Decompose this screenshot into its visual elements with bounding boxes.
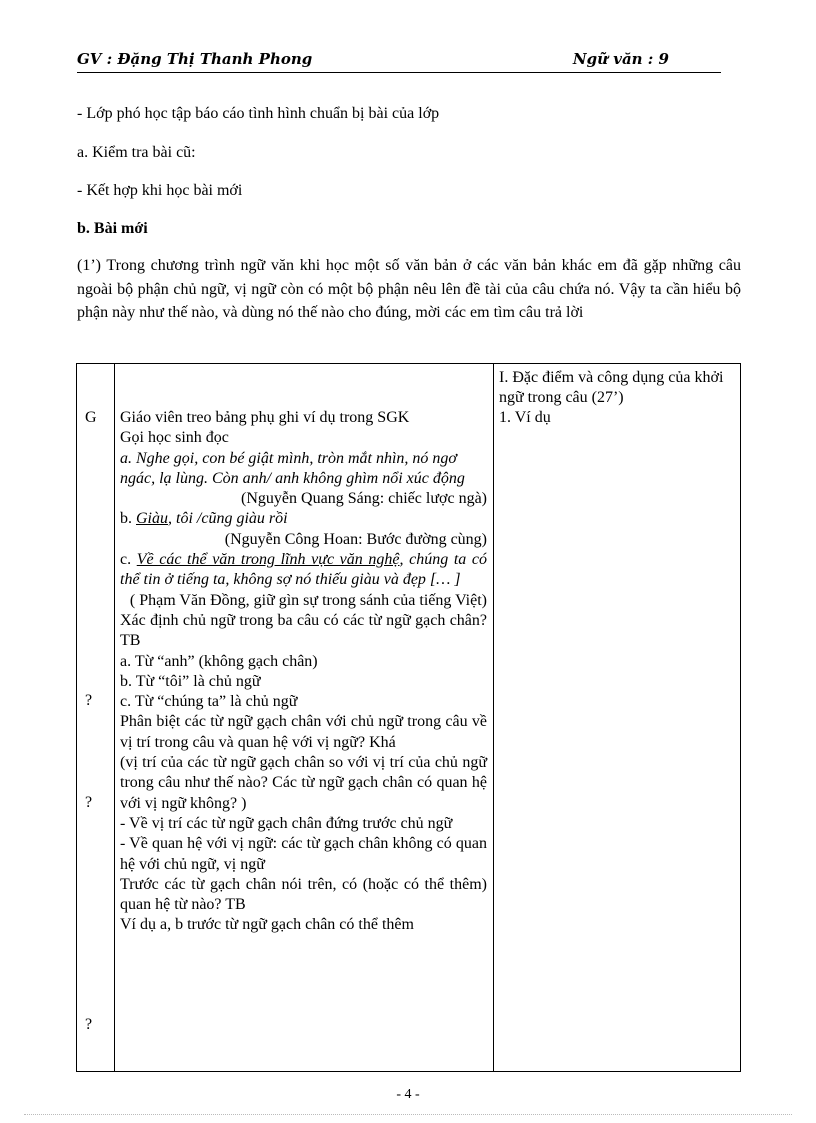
mark-teacher: G: [85, 409, 97, 426]
lesson-table: [76, 363, 741, 1072]
answer-c: c. Từ “chúng ta” là chủ ngữ: [120, 693, 298, 711]
question-2-hint: (vị trí của các từ ngữ gạch chân so với vị trí của chủ ngữ trong câu như thế nào? Các từ ngữ gạch chân có quan hệ với vị ngữ không? ): [120, 754, 487, 812]
example-label: 1. Ví dụ: [499, 409, 551, 426]
example-b-prefix: b.: [120, 510, 136, 528]
mark-question-1: ?: [85, 692, 93, 709]
column-divider-1: [114, 364, 115, 1071]
example-c-rest: , chúng ta có thể tin ở tiếng ta, không sợ nó thiếu giàu và đẹp [… ]: [120, 551, 487, 589]
mark-question-3: ?: [85, 1016, 93, 1033]
intro-paragraph: (1’) Trong chương trình ngữ văn khi học một số văn bản ở các văn bản khác em đã gặp những câu ngoài bộ phận chủ ngữ, vị ngữ còn có một bộ phận nêu lên đề tài của câu chứa nó. Vậy ta cần hiểu bộ phận này như thế nào, và dùng nó thế nào cho đúng, mời các em tìm câu trả lời: [77, 257, 741, 321]
example-b: [120, 509, 487, 529]
answer-relation: - Về quan hệ với vị ngữ: các từ gạch chân không có quan hệ với chủ ngữ, vị ngữ: [120, 835, 487, 873]
page-number: - 4 -: [396, 1087, 420, 1102]
page-header: [77, 48, 721, 73]
question-3: Trước các từ gạch chân nói trên, có (hoặc có thể thêm) quan hệ từ nào? TB: [120, 875, 487, 914]
answer-question-3: Ví dụ a, b trước từ ngữ gạch chân có thể thêm: [120, 916, 414, 934]
source-b: (Nguyễn Công Hoan: Bước đường cùng): [224, 530, 487, 548]
answer-b: b. Từ “tôi” là chủ ngữ: [120, 672, 261, 690]
example-c-underlined: Về các thể văn trong lĩnh vực văn nghệ: [136, 551, 400, 569]
teacher-name: GV : Đặng Thị Thanh Phong: [77, 50, 313, 68]
paragraph-old-lesson-check: a. Kiểm tra bài cũ:: [77, 144, 196, 161]
example-a: a. Nghe gọi, con bé giật mình, tròn mắt nhìn, nó ngơ ngác, lạ lùng. Còn anh/ anh không ghìm nổi xúc động: [120, 449, 465, 487]
example-c-prefix: c.: [120, 551, 137, 569]
section-heading-new-lesson: b. Bài mới: [77, 220, 148, 237]
content-column: [499, 368, 737, 428]
column-divider-2: [493, 364, 494, 1071]
section-title: I. Đặc điểm và công dụng của khởi ngữ trong câu (27’): [499, 369, 724, 406]
example-b-underlined: Giàu: [136, 510, 168, 528]
paragraph-class-report: - Lớp phó học tập báo cáo tình hình chuẩn bị bài của lớp: [77, 105, 440, 122]
subject-label: Ngữ văn : 9: [572, 50, 669, 68]
source-a: (Nguyễn Quang Sáng: chiếc lược ngà): [241, 490, 487, 508]
teacher-instruction: Giáo viên treo bảng phụ ghi ví dụ trong SGK: [120, 409, 410, 426]
question-2: Phân biệt các từ ngữ gạch chân với chủ ngữ trong câu về vị trí trong câu và quan hệ với vị ngữ? Khá: [120, 713, 487, 751]
student-read-instruction: Gọi học sinh đọc: [120, 429, 229, 447]
activity-content-column: [120, 408, 487, 936]
example-b-rest: , tôi /cũng giàu rồi: [168, 510, 288, 528]
answer-position: - Về vị trí các từ ngữ gạch chân đứng trước chủ ngữ: [120, 814, 453, 832]
mark-question-2: ?: [85, 794, 93, 811]
answer-a: a. Từ “anh” (không gạch chân): [120, 652, 318, 670]
question-1: Xác định chủ ngữ trong ba câu có các từ ngữ gạch chân? TB: [120, 611, 487, 650]
footer-dotted-line: [24, 1114, 792, 1115]
source-c: ( Phạm Văn Đồng, giữ gìn sự trong sánh của tiếng Việt): [129, 591, 487, 609]
example-c: [120, 550, 487, 591]
paragraph-combined: - Kết hợp khi học bài mới: [77, 182, 243, 199]
